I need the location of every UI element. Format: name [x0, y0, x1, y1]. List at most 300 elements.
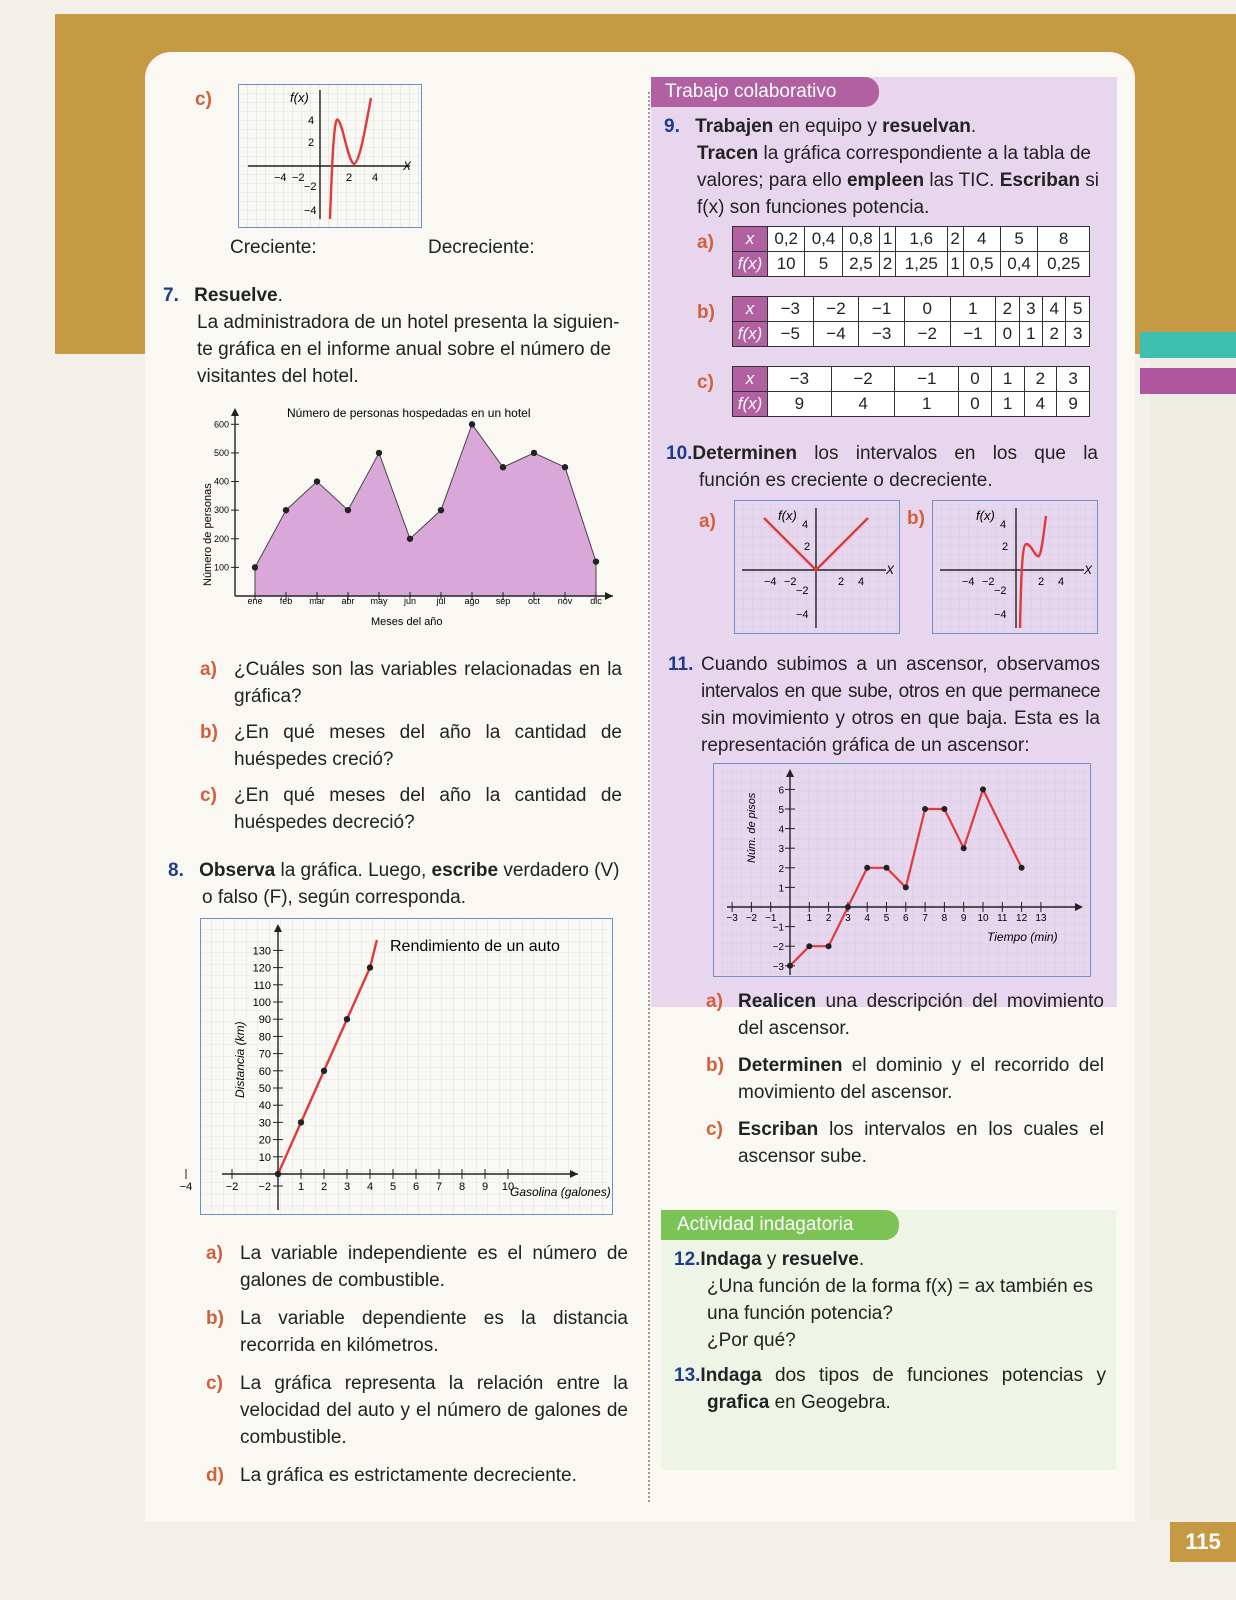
- x-tick-label: 10: [501, 1181, 515, 1193]
- ex11-number: 11.: [668, 654, 694, 675]
- y-tick-label: 110: [253, 979, 271, 992]
- y-tick-label: 60: [258, 1065, 271, 1078]
- ex9-text-part: las TIC.: [924, 170, 1000, 191]
- ex8-number: 8.: [168, 860, 184, 881]
- y-tick-label: 4: [778, 824, 784, 836]
- data-point: [367, 964, 373, 970]
- ex12-text-part: y: [761, 1249, 782, 1270]
- tick-label: −4: [274, 172, 287, 184]
- y-tick-label: 20: [258, 1134, 271, 1147]
- table-cell: 2: [880, 252, 896, 277]
- ex9-verb3: Tracen: [697, 143, 759, 164]
- data-point: [531, 450, 537, 456]
- table-cell: 1: [947, 252, 963, 277]
- ex10-verb: Determinen: [692, 443, 797, 464]
- x-tick-label: dic: [590, 596, 602, 606]
- table-cell: 0: [959, 367, 992, 392]
- table-cell: 8: [1038, 227, 1090, 252]
- item-verb: Realicen: [738, 991, 817, 1012]
- x-tick-label: oct: [527, 596, 541, 606]
- collab-header: Trabajo colaborativo: [651, 77, 879, 107]
- x-tick-label: abr: [341, 596, 355, 606]
- ex7-verb: Resuelve: [194, 285, 278, 306]
- text-line: intervalos en que sube, otros en que permanece: [701, 681, 1100, 702]
- text-line: La gráfica representa la relación entre la: [240, 1373, 628, 1394]
- table-cell: 1: [1019, 322, 1042, 347]
- x-tick-label: 3: [343, 1181, 351, 1193]
- ex9-text: [664, 113, 1104, 221]
- ex9-verb4: empleen: [846, 170, 925, 191]
- data-point: [922, 806, 928, 812]
- data-point: [469, 421, 475, 427]
- ex9-verb2: resuelvan: [882, 116, 971, 137]
- x-label: X: [1084, 563, 1093, 577]
- x-tick-label: 11: [997, 913, 1008, 924]
- chart-xlabel: Meses del año: [371, 616, 443, 628]
- table-row-x: [733, 227, 1090, 252]
- table-cell: 1: [991, 392, 1024, 417]
- ex13-verb1: Indaga: [700, 1365, 762, 1386]
- item-label: d): [206, 1465, 224, 1486]
- x-tick-label: feb: [279, 596, 293, 606]
- y-tick-label: −3: [772, 961, 784, 973]
- y-tick-label: 200: [213, 533, 229, 544]
- data-point: [314, 478, 320, 484]
- table-cell: 4: [963, 227, 1000, 252]
- ex6c-label: c): [195, 89, 212, 110]
- data-point: [252, 564, 258, 570]
- x-tick-label: 9: [960, 913, 967, 924]
- table-cell: 0,2: [768, 227, 805, 252]
- item-a: [706, 988, 1104, 1042]
- x-tick-label: 4: [864, 913, 870, 924]
- ex9-text-part: si: [1080, 170, 1099, 191]
- data-point: [298, 1119, 304, 1125]
- chart-title: Número de personas hospedadas en un hotel: [287, 406, 531, 420]
- chart-xlabel: Tiempo (min): [987, 930, 1058, 944]
- table-cell: −4: [813, 322, 859, 347]
- tick-label: 4: [858, 576, 865, 588]
- question-label: c): [200, 785, 217, 806]
- data-point: [344, 1016, 350, 1022]
- y-tick-label: 100: [213, 562, 229, 573]
- table-header-cell: x: [733, 297, 768, 322]
- y-tick-label: −2: [772, 942, 784, 954]
- table-cell: 1: [950, 297, 996, 322]
- text-line: La gráfica es estrictamente decreciente.: [240, 1465, 577, 1486]
- ex12-text: [674, 1246, 1106, 1354]
- table-cell: 0: [904, 297, 950, 322]
- text-line: La variable dependiente es la distancia: [240, 1308, 628, 1329]
- table-b-label: b): [697, 302, 715, 323]
- ex13-verb2: grafica: [707, 1392, 770, 1413]
- ex10-a-label: a): [699, 511, 716, 532]
- item-b: [706, 1052, 1104, 1106]
- x-label: X: [886, 563, 895, 577]
- data-point: [980, 786, 986, 792]
- x-tick-label: jun: [403, 596, 417, 606]
- item-label: b): [206, 1308, 224, 1329]
- table-header-cell: x: [733, 367, 768, 392]
- text-line: representación gráfica de un ascensor:: [701, 735, 1030, 756]
- tick-label: 4: [372, 172, 379, 184]
- indag-header: Actividad indagatoria: [661, 1210, 899, 1240]
- text-line: o falso (F), según corresponda.: [202, 887, 467, 908]
- question-label: b): [200, 722, 218, 743]
- x-tick-label: mar: [309, 596, 325, 606]
- data-point: [903, 884, 909, 890]
- text-line: recorrida en kilómetros.: [240, 1335, 439, 1356]
- data-point: [345, 507, 351, 513]
- table-header-cell: x: [733, 227, 768, 252]
- text-line: ¿Por qué?: [707, 1330, 796, 1351]
- x-tick-label: −1: [764, 913, 777, 924]
- table-cell: 10: [768, 252, 805, 277]
- chart-ylabel: Distancia (km): [233, 1021, 247, 1098]
- tick-label: 2: [838, 576, 845, 588]
- table-cell: 0,25: [1038, 252, 1090, 277]
- ex12-number: 12.: [674, 1249, 701, 1270]
- chart-title: Rendimiento de un auto: [390, 938, 560, 955]
- y-tick-label: 30: [258, 1117, 271, 1130]
- ex9-text-part: valores; para ello: [697, 170, 847, 191]
- fx-label: f(x): [976, 508, 995, 523]
- text-line: La variable independiente es el número de: [240, 1243, 628, 1264]
- tick-label: 2: [308, 137, 315, 149]
- text-line: gráfica?: [234, 686, 302, 707]
- table-cell: 1: [880, 227, 896, 252]
- table-cell: 3: [1057, 367, 1090, 392]
- data-point: [884, 865, 890, 871]
- y-tick-label: 1: [778, 883, 784, 895]
- y-tick-label: 40: [258, 1100, 271, 1113]
- item-text: el dominio y el recorrido del: [842, 1055, 1104, 1076]
- chart-xlabel: Gasolina (galones): [510, 1185, 611, 1199]
- tick-label: −2: [304, 181, 317, 193]
- column-divider: [648, 92, 650, 1502]
- ex10a-graph: [734, 500, 900, 634]
- ex9-text-part: en equipo y: [773, 116, 883, 137]
- table-header-cell: f(x): [733, 252, 768, 277]
- fx-label: f(x): [778, 508, 797, 523]
- table-cell: 4: [1043, 297, 1066, 322]
- data-point: [275, 1171, 281, 1177]
- ex6c-fx-label: f(x): [290, 90, 309, 105]
- y-tick-label: 50: [258, 1083, 271, 1095]
- x-tick-label: 6: [412, 1181, 420, 1193]
- ex6c-x-label: X: [403, 159, 412, 173]
- x-tick-label: nov: [557, 596, 573, 606]
- x-tick-label: 10: [977, 913, 989, 924]
- ex7-text: [197, 309, 620, 390]
- text-line: combustible.: [240, 1427, 347, 1448]
- data-point: [845, 904, 851, 910]
- table-cell: 0,4: [805, 227, 842, 252]
- y-tick-label: 500: [213, 447, 229, 458]
- table-cell: −2: [831, 367, 895, 392]
- item-label: a): [206, 1243, 223, 1264]
- ex8-text: la gráfica. Luego,: [275, 860, 432, 881]
- x-tick-label: 9: [481, 1181, 489, 1193]
- tick-label: −4: [764, 576, 777, 588]
- x-tick-label: 7: [435, 1181, 443, 1193]
- chart-ylabel: Número de personas: [202, 483, 214, 586]
- x-tick-label: 1: [806, 913, 813, 924]
- x-tick-label: −3: [726, 913, 738, 924]
- x-tick-label: −2: [225, 1181, 239, 1193]
- table-cell: 3: [1019, 297, 1042, 322]
- item-d: [206, 1462, 628, 1489]
- ex8-verb2: escribe: [431, 860, 499, 881]
- table-cell: 9: [1057, 392, 1090, 417]
- ex9-text-part: la gráfica correspondiente a la tabla de: [758, 143, 1091, 164]
- ex8-items: [206, 1240, 628, 1489]
- x-tick-label: 7: [922, 913, 928, 924]
- data-point: [376, 450, 382, 456]
- data-point: [593, 558, 599, 564]
- data-point: [864, 865, 870, 871]
- question-a: [200, 656, 622, 710]
- page-number: 115: [1170, 1522, 1236, 1562]
- table-header-cell: f(x): [733, 322, 768, 347]
- ex10-b-label: b): [907, 508, 925, 529]
- ex7-questions: [200, 656, 622, 836]
- table-cell: −2: [904, 322, 950, 347]
- table-cell: −1: [859, 297, 905, 322]
- tick-label: −2: [982, 576, 995, 588]
- item-verb: Determinen: [738, 1055, 843, 1076]
- item-label: a): [706, 991, 723, 1012]
- ex10-text: [666, 440, 1098, 494]
- text-line: te gráfica en el informe anual sobre el número de: [197, 339, 612, 360]
- item-b: [206, 1305, 628, 1359]
- text-line: huéspedes creció?: [234, 749, 394, 770]
- table-cell: −3: [768, 297, 814, 322]
- question-label: a): [200, 659, 217, 680]
- ex13-text-part: en Geogebra.: [769, 1392, 891, 1413]
- item-a: [206, 1240, 628, 1294]
- ex13-text: [674, 1362, 1106, 1416]
- ex7-number: 7.: [163, 285, 179, 306]
- text-line: La administradora de un hotel presenta la siguien-: [197, 312, 620, 333]
- section-tab-teal: [1140, 332, 1236, 358]
- text-line: ¿Una función de la forma f(x) = ax también es: [707, 1276, 1093, 1297]
- tick-label: 2: [1038, 576, 1045, 588]
- item-label: c): [206, 1373, 223, 1394]
- item-verb: Escriban: [738, 1119, 819, 1140]
- question-c: [200, 782, 622, 836]
- text-line: del ascensor.: [738, 1018, 850, 1039]
- y-tick-label: 5: [778, 805, 784, 816]
- table-row-fx: [733, 392, 1090, 417]
- y-tick-label: 120: [252, 962, 271, 975]
- x-tick-label: 12: [1016, 913, 1028, 924]
- text-line: una función potencia?: [707, 1303, 893, 1324]
- y-tick-label: 10: [258, 1151, 271, 1164]
- text-line: velocidad del auto y el número de galones de: [240, 1400, 628, 1421]
- data-point: [500, 464, 506, 470]
- tick-label: 2: [804, 541, 811, 553]
- data-point: [941, 806, 947, 812]
- x-tick-label: 1: [297, 1181, 305, 1193]
- ex10-text-part: los intervalos en los que la: [796, 443, 1098, 464]
- ex6c-graph: [238, 84, 422, 228]
- table-cell: 0,5: [963, 252, 1000, 277]
- table-cell: 0: [996, 322, 1019, 347]
- table-cell: 2,5: [842, 252, 879, 277]
- data-point: [1019, 865, 1025, 871]
- ex12-verb2: resuelve: [781, 1249, 859, 1270]
- x-tick-label: ago: [464, 596, 480, 606]
- table-a-label: a): [697, 232, 714, 253]
- text-line: Cuando subimos a un ascensor, observamos: [701, 654, 1100, 675]
- data-point: [787, 963, 793, 969]
- table-cell: −5: [768, 322, 814, 347]
- ex13-text-part: dos tipos de funciones potencias y: [761, 1365, 1106, 1386]
- y-tick-label: 90: [258, 1014, 271, 1027]
- tick-label: −2: [796, 585, 809, 597]
- table-row-fx: [733, 322, 1090, 347]
- table-cell: 2: [947, 227, 963, 252]
- tick-label: −2: [784, 576, 797, 588]
- table-cell: 1,25: [895, 252, 947, 277]
- chart-ylabel: Núm. de pisos: [746, 792, 758, 863]
- hotel-area-chart: [195, 400, 625, 632]
- ex12-text-part: .: [858, 1249, 865, 1270]
- ex9-verb1: Trabajen: [695, 116, 774, 137]
- y-tick-label: 6: [778, 785, 784, 797]
- data-point: [407, 536, 413, 542]
- text-line: visitantes del hotel.: [197, 366, 359, 387]
- x-tick-label: ene: [247, 596, 263, 606]
- text-line: galones de combustible.: [240, 1270, 445, 1291]
- y-tick-label: 100: [252, 997, 271, 1009]
- data-point: [438, 507, 444, 513]
- area-fill: [255, 424, 596, 596]
- table-row-fx: [733, 252, 1090, 277]
- tick-label: 4: [1000, 519, 1007, 531]
- table-cell: 3: [1066, 322, 1090, 347]
- x-tick-label: 8: [941, 913, 948, 924]
- tick-label: 2: [1002, 541, 1009, 553]
- table-cell: 5: [805, 252, 842, 277]
- y-tick-label: 80: [258, 1031, 271, 1044]
- data-point: [321, 1068, 327, 1074]
- x-tick-label: jul: [436, 596, 446, 606]
- text-line: función es creciente o decreciente.: [699, 470, 993, 491]
- ex9-verb5: Escriban: [999, 170, 1080, 191]
- tick-label: −4: [796, 609, 809, 621]
- section-tab-pink: [1140, 368, 1236, 394]
- x-tick-label: 13: [1035, 913, 1047, 924]
- x-tick-label: 4: [366, 1181, 374, 1193]
- tick-label: −2: [292, 172, 305, 184]
- creciente-label: Creciente:: [230, 237, 317, 258]
- auto-line-chart: [179, 918, 613, 1215]
- tick-label: −2: [994, 585, 1007, 597]
- x-tick-label: 5: [883, 913, 890, 924]
- value-table-c: [732, 366, 1090, 417]
- table-cell: 0: [959, 392, 992, 417]
- data-point: [562, 464, 568, 470]
- text-line: ¿Cuáles son las variables relacionadas en la: [234, 659, 622, 680]
- ex7-period: .: [277, 285, 283, 306]
- decreciente-label: Decreciente:: [428, 237, 535, 258]
- table-cell: −1: [895, 367, 959, 392]
- table-cell: −3: [768, 367, 832, 392]
- x-tick-label: sep: [495, 596, 511, 606]
- item-label: c): [706, 1119, 723, 1140]
- y-tick-label: 3: [778, 844, 784, 856]
- table-c-label: c): [697, 372, 714, 393]
- table-row-x: [733, 367, 1090, 392]
- text-line: ¿En qué meses del año la cantidad de: [234, 785, 622, 806]
- ex9-text-part: .: [970, 116, 977, 137]
- ex8-text: verdadero (V): [498, 860, 620, 881]
- x-tick-label: −4: [179, 1181, 193, 1193]
- tick-label: −4: [962, 576, 975, 588]
- table-cell: 9: [768, 392, 832, 417]
- value-table-a: [732, 226, 1090, 277]
- x-tick-label: −2: [745, 913, 758, 924]
- table-cell: −3: [859, 322, 905, 347]
- x-tick-label: 8: [458, 1181, 466, 1193]
- data-point: [961, 845, 967, 851]
- ex11-text: [668, 651, 1100, 759]
- table-cell: 5: [1000, 227, 1037, 252]
- tick-label: 2: [346, 172, 353, 184]
- x-tick-label: 3: [845, 913, 851, 924]
- ex10b-graph: [932, 500, 1098, 634]
- text-line: huéspedes decreció?: [234, 812, 415, 833]
- table-cell: −1: [950, 322, 996, 347]
- value-table-b: [732, 296, 1090, 347]
- ex9-number: 9.: [664, 116, 680, 137]
- table-row-x: [733, 297, 1090, 322]
- y-tick-label: 70: [258, 1048, 271, 1061]
- ex8-verb1: Observa: [199, 860, 276, 881]
- x-tick-label: may: [370, 596, 388, 606]
- tick-label: 4: [308, 115, 315, 127]
- item-c: [206, 1370, 628, 1451]
- ex12-verb1: Indaga: [700, 1249, 762, 1270]
- y-tick-label: 2: [778, 863, 784, 875]
- ex7-heading: [163, 282, 283, 309]
- question-b: [200, 719, 622, 773]
- table-cell: 2: [1024, 367, 1057, 392]
- tick-label: −4: [304, 205, 317, 217]
- table-cell: 4: [831, 392, 895, 417]
- side-band: [1150, 340, 1236, 1520]
- table-header-cell: f(x): [733, 392, 768, 417]
- table-cell: 1,6: [895, 227, 947, 252]
- tick-label: 4: [802, 519, 809, 531]
- y-tick-label: 600: [213, 419, 229, 430]
- elevator-line-chart: [713, 763, 1091, 977]
- text-line: ascensor sube.: [738, 1146, 867, 1167]
- table-cell: 1: [991, 367, 1024, 392]
- x-tick-label: 6: [903, 913, 909, 924]
- table-cell: 0,4: [1000, 252, 1037, 277]
- table-cell: 4: [1024, 392, 1057, 417]
- table-cell: 2: [996, 297, 1019, 322]
- data-point: [826, 943, 832, 949]
- table-cell: 1: [895, 392, 959, 417]
- item-c: [706, 1116, 1104, 1170]
- tick-label: 4: [1058, 576, 1065, 588]
- text-line: movimiento del ascensor.: [738, 1082, 953, 1103]
- y-tick-label: 300: [213, 505, 229, 516]
